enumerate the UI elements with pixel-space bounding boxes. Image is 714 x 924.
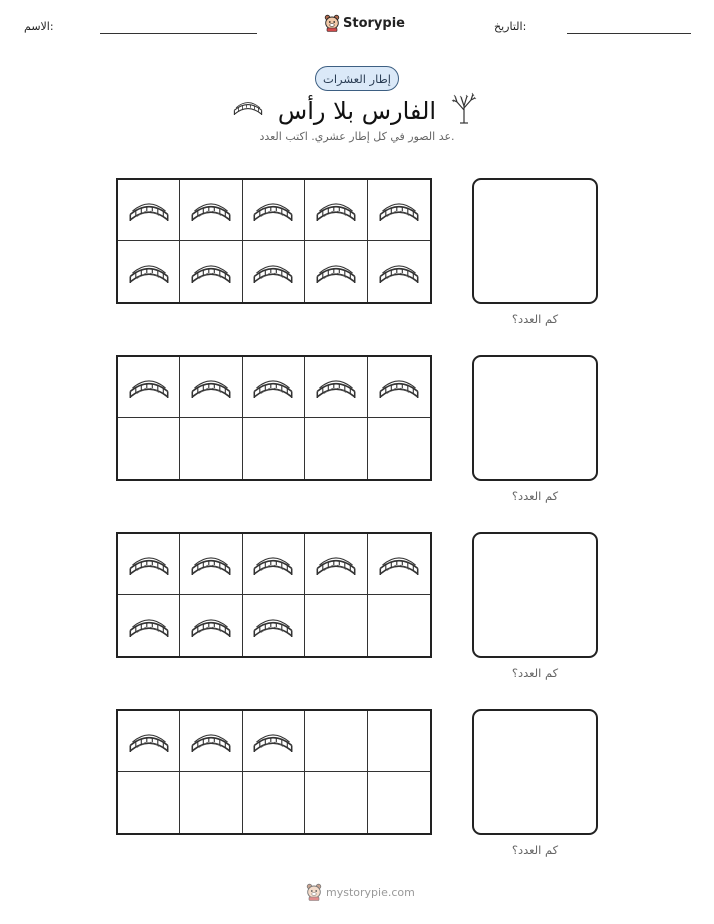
frame-cell <box>368 711 430 772</box>
bridge-icon <box>127 257 171 287</box>
frame-cell <box>305 180 367 241</box>
frame-cell <box>118 180 180 241</box>
frame-cell <box>305 711 367 772</box>
name-line[interactable] <box>100 33 257 34</box>
frame-cell <box>243 241 305 302</box>
frame-cell <box>305 357 367 418</box>
bridge-icon <box>251 611 295 641</box>
worksheet-title: الفارس بلا رأس <box>277 97 437 125</box>
bridge-icon <box>127 549 171 579</box>
bridge-icon <box>314 195 358 225</box>
answer-box[interactable] <box>472 532 598 658</box>
frame-cell <box>368 241 430 302</box>
frame-cell <box>118 418 180 479</box>
frame-cell <box>118 241 180 302</box>
bridge-icon <box>251 195 295 225</box>
bridge-icon <box>127 726 171 756</box>
bear-logo-icon <box>324 14 340 32</box>
frame-cell <box>305 595 367 656</box>
bridge-icon <box>189 372 233 402</box>
frame-cell <box>368 595 430 656</box>
frame-cell <box>180 418 242 479</box>
bridge-icon <box>251 372 295 402</box>
ten-frame <box>116 178 432 304</box>
bridge-icon <box>189 257 233 287</box>
frame-cell <box>368 418 430 479</box>
ten-frame <box>116 709 432 835</box>
bridge-icon <box>377 372 421 402</box>
frame-cell <box>180 241 242 302</box>
bridge-icon <box>251 549 295 579</box>
frame-cell <box>243 357 305 418</box>
bridge-icon <box>189 549 233 579</box>
frame-cell <box>118 357 180 418</box>
frame-cell <box>243 711 305 772</box>
frame-cell <box>305 534 367 595</box>
bridge-icon <box>377 257 421 287</box>
bridge-icon <box>127 372 171 402</box>
frame-cell <box>305 772 367 833</box>
bridge-icon <box>314 549 358 579</box>
bridge-icon <box>251 726 295 756</box>
frame-cell <box>118 711 180 772</box>
answer-box[interactable] <box>472 709 598 835</box>
ten-frame <box>116 355 432 481</box>
how-many-prompt: كم العدد؟ <box>511 489 559 503</box>
worksheet-type-badge: إطار العشرات <box>315 66 399 91</box>
bear-logo-icon <box>306 883 322 901</box>
frame-cell <box>305 241 367 302</box>
frame-cell <box>243 180 305 241</box>
frame-cell <box>243 595 305 656</box>
bridge-icon <box>127 195 171 225</box>
frame-cell <box>180 180 242 241</box>
frame-cell <box>180 772 242 833</box>
bridge-icon <box>314 257 358 287</box>
how-many-prompt: كم العدد؟ <box>511 843 559 857</box>
frame-cell <box>243 772 305 833</box>
frame-cell <box>368 534 430 595</box>
frame-cell <box>368 180 430 241</box>
bridge-icon <box>127 611 171 641</box>
frame-cell <box>368 772 430 833</box>
instructions: عد الصور في كل إطار عشري. اكتب العدد. <box>259 130 455 143</box>
bridge-icon <box>377 549 421 579</box>
ten-frame <box>116 532 432 658</box>
bridge-icon <box>189 726 233 756</box>
frame-cell <box>243 418 305 479</box>
date-line[interactable] <box>567 33 691 34</box>
bridge-icon <box>314 372 358 402</box>
answer-box[interactable] <box>472 178 598 304</box>
bridge-icon <box>189 195 233 225</box>
how-many-prompt: كم العدد؟ <box>511 312 559 326</box>
frame-cell <box>118 772 180 833</box>
brand-name: Storypie <box>343 15 405 31</box>
answer-box[interactable] <box>472 355 598 481</box>
frame-cell <box>180 357 242 418</box>
frame-cell <box>305 418 367 479</box>
bridge-icon <box>377 195 421 225</box>
footer-url: mystorypie.com <box>326 885 415 899</box>
tree-icon <box>449 92 479 124</box>
brand-logo <box>324 12 405 34</box>
frame-cell <box>368 357 430 418</box>
bridge-icon <box>251 257 295 287</box>
frame-cell <box>180 711 242 772</box>
name-label: الاسم: <box>24 20 54 33</box>
how-many-prompt: كم العدد؟ <box>511 666 559 680</box>
footer <box>306 883 415 901</box>
frame-cell <box>180 534 242 595</box>
date-label: التاريخ: <box>494 20 527 33</box>
frame-cell <box>243 534 305 595</box>
frame-cell <box>118 595 180 656</box>
frame-cell <box>180 595 242 656</box>
frame-cell <box>118 534 180 595</box>
bridge-icon <box>189 611 233 641</box>
